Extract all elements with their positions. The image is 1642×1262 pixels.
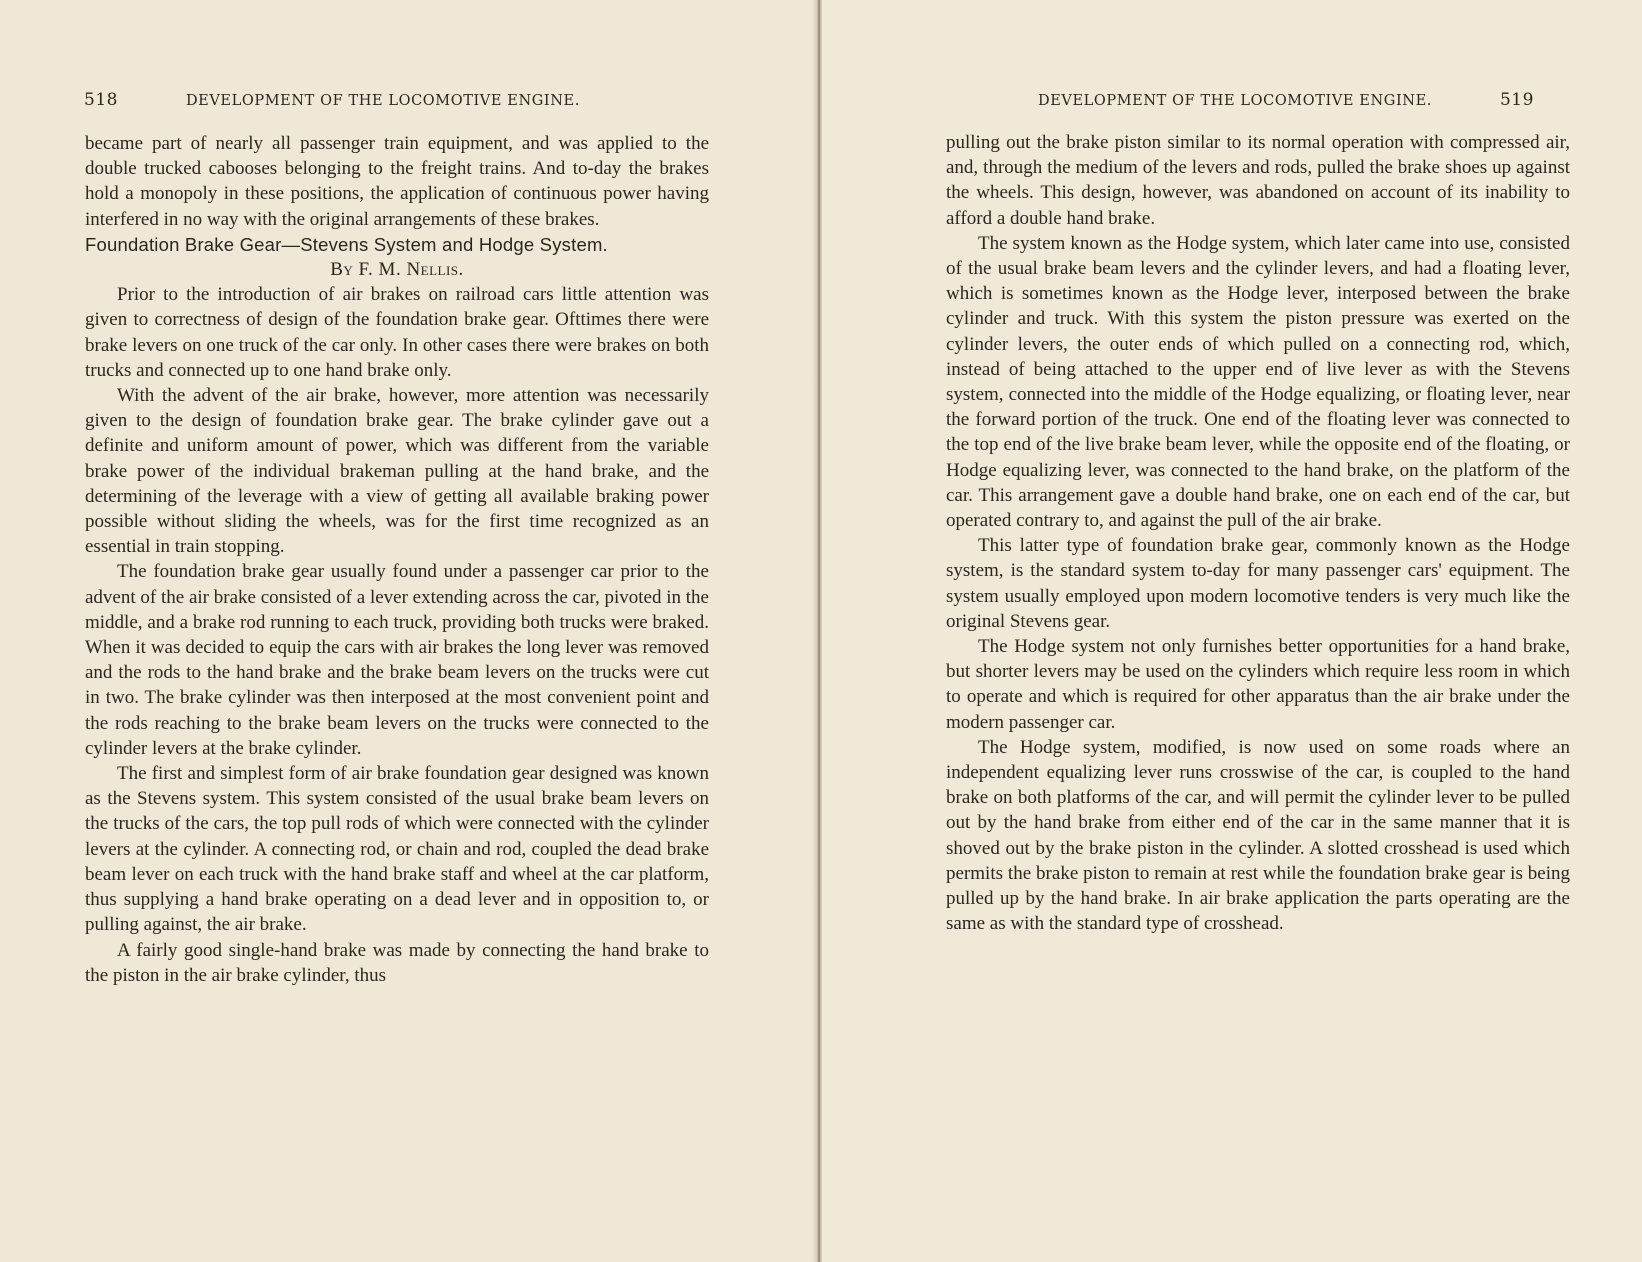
paragraph: A fairly good single-hand brake was made by connecting the hand brake to the piston in the air brake cylinder, thus (85, 939, 709, 986)
right-page-number: 519 (1499, 90, 1534, 110)
left-running-title: DEVELOPMENT OF THE LOCOMOTIVE ENGINE. (185, 93, 580, 109)
byline-text: By F. M. Nellis. (330, 259, 464, 281)
left-text-block (85, 131, 709, 988)
article-byline (85, 257, 709, 282)
paragraph: The Hodge system, modified, is now used on some roads where an independent equalizing lever runs crosswise of the car, is coupled to the hand brake on both platforms of the car, and will permit the cylinder lever to be pulled out by the hand brake from either end of the car in the same manner that it is shoved out by the brake piston in the cylinder. A slotted crosshead is used which permits the brake piston to remain at rest while the foundation brake gear is being pulled up by the hand brake. In air brake application the parts operating are the same as with the standard type of crosshead. (946, 736, 1570, 935)
left-page-number: 518 (84, 90, 118, 110)
left-running-head (84, 90, 724, 112)
right-running-title: DEVELOPMENT OF THE LOCOMOTIVE ENGINE. (1038, 93, 1432, 109)
paragraph: Prior to the introduction of air brakes on railroad cars little attention was given to correctness of design of the foundation brake gear. Ofttimes there were brake levers on one truck of the car only. In other cases there were brakes on both trucks and connected up to one hand brake only. (85, 284, 709, 381)
paragraph: This latter type of foundation brake gear, commonly known as the Hodge system, is the standard system to-day for many passenger cars' equipment. The system usually employed upon modern locomotive tenders is very much like the original Stevens gear. (946, 535, 1570, 632)
right-page (822, 0, 1642, 1262)
paragraph: The foundation brake gear usually found under a passenger car prior to the advent of the air brake consisted of a lever extending across the car, pivoted in the middle, and a brake rod running to each truck, providing both trucks were braked. When it was decided to equip the cars with air brakes the long lever was removed and the rods to the hand brake and the brake beam levers on the trucks were cut in two. The brake cylinder was then interposed at the most convenient point and the rods reaching to the brake beam levers on the trucks were connected to the cylinder levers at the brake cylinder. (85, 561, 709, 759)
paragraph: The first and simplest form of air brake foundation gear designed was known as the Stevens system. This system consisted of the usual brake beam levers on the trucks of the cars, the top pull rods of which were connected with the cylinder levers at the cylinder. A connecting rod, or chain and rod, coupled the dead brake beam lever on each truck with the hand brake staff and wheel at the car platform, thus supplying a hand brake operating on a dead lever and in opposition to, or pulling against, the air brake. (85, 763, 709, 936)
paragraph: The Hodge system not only furnishes better opportunities for a hand brake, but shorter levers may be used on the cylinders which require less room in which to operate and which is required for other apparatus than the air brake under the modern passenger car. (946, 636, 1570, 733)
paragraph: The system known as the Hodge system, which later came into use, consisted of the usual brake beam levers and the cylinder levers, and had a floating lever, which is sometimes known as the Hodge lever, interposed between the brake cylinder and truck. With this system the piston pressure was exerted on the cylinder levers, the outer ends of which pulled on a connecting rod, which, instead of being attached to the upper end of live lever as with the Stevens system, connected into the middle of the Hodge equalizing, or floating lever, near the forward portion of the truck. One end of the floating lever was connected to the top end of the live brake beam lever, while the opposite end of the floating, or Hodge equalizing lever, was connected to the hand brake, on the platform of the car. This arrangement gave a double hand brake, one on each end of the car, but operated contrary to, and against the pull of the air brake. (946, 232, 1570, 532)
right-running-head (1038, 90, 1642, 112)
article-heading: Foundation Brake Gear—Stevens System and Hodge System. (85, 233, 608, 255)
right-text-block (946, 130, 1570, 937)
right-opening-paragraph: pulling out the brake piston similar to its normal operation with compressed air, and, through the medium of the levers and rods, pulled the brake shoes up against the wheels. This design, however, was abandoned on account of its inability to afford a double hand brake. (946, 132, 1570, 229)
left-opening-paragraph: became part of nearly all passenger train equipment, and was applied to the double trucked cabooses belonging to the freight trains. And to-day the brakes hold a monopoly in these positions, the application of continuous power having interfered in no way with the original arrangements of these brakes. (85, 133, 709, 230)
left-page (0, 0, 818, 1262)
paragraph: With the advent of the air brake, however, more attention was necessarily given to the design of foundation brake gear. The brake cylinder gave out a definite and uniform amount of power, which was different from the variable brake power of the individual brakeman pulling at the hand brake, and the determining of the leverage with a view of getting all available braking power possible without sliding the wheels, was for the first time recognized as an essential in train stopping. (85, 385, 709, 558)
